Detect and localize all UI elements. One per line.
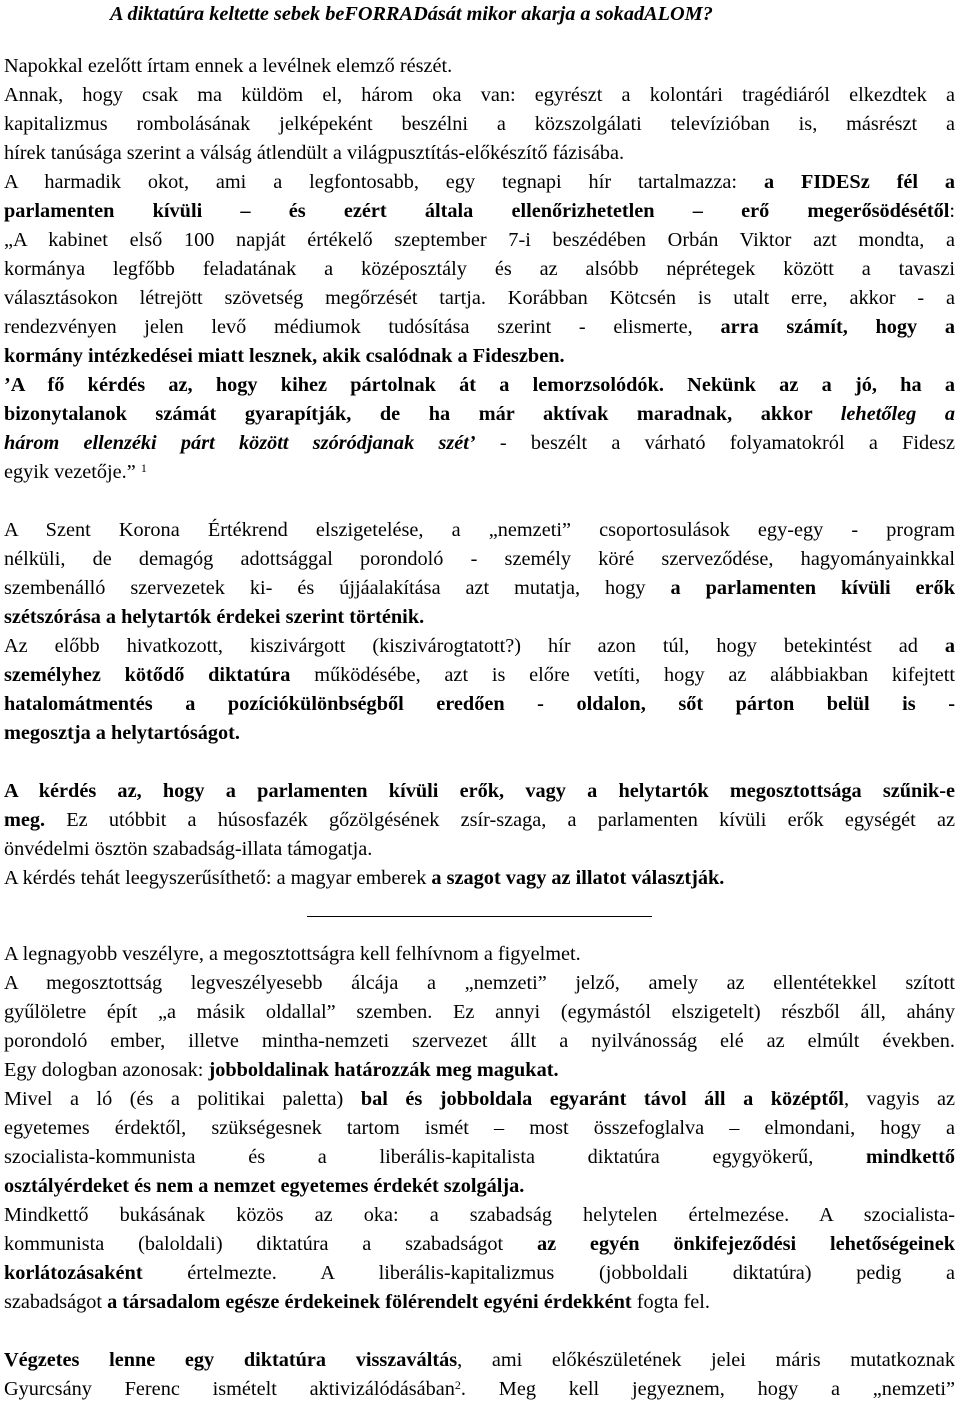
text-line [4, 429, 955, 458]
text-line [4, 864, 955, 893]
text-line: A Szent Korona Értékrend elszigetelése, a „nemzeti” csoportosulások egy-egy - program [4, 519, 955, 541]
paragraph-gap [4, 1317, 955, 1346]
bold-run: kormány intézkedései miatt lesznek, akik csalódnak a Fideszben. [4, 345, 565, 367]
text-run: , vagyis az [843, 1088, 955, 1110]
text-line [4, 1056, 955, 1085]
text-line [4, 603, 955, 632]
text-line [4, 458, 955, 487]
text-line: egyetemes érdektől, szükségesnek tartom ismét – most összefoglalva – elmondani, hogy a [4, 1117, 955, 1139]
text-line [4, 342, 955, 371]
text-run: szabadságot [4, 1291, 108, 1313]
text-line: hírek tanúsága szerint a válság átlendült a világpusztítás-előkészítő fázisába. [4, 142, 625, 164]
text-line [4, 371, 955, 400]
text-run: szembenálló szervezetek ki- és újjáalakítása azt mutatja, hogy [4, 577, 671, 599]
text-line: porondoló ember, illetve mintha-nemzeti szervezet állt a nyilvánosság elé az elmúlt években. [4, 1030, 955, 1052]
bold-run: Nekünk az a jó, ha a [663, 374, 955, 396]
text-run: , ami előkészületének jelei máris mutatkoznak [457, 1349, 955, 1371]
text-run: fogta fel. [631, 1291, 710, 1313]
bold-run: az egyén önkifejeződési lehetőségeinek [536, 1233, 955, 1255]
separator-rule [307, 916, 652, 917]
text-line: „A kabinet első 100 napját értékelő szeptember 7-i beszédében Orbán Viktor azt mondta, a [4, 229, 955, 251]
text-line [4, 661, 955, 690]
text-line: kapitalizmus rombolásának jelképeként beszélni a közszolgálati televízióban is, másrészt a [4, 113, 955, 135]
bold-run: parlamenten kívüli – és ezért általa ellenőrizhetetlen – erő megerősödésétől [4, 200, 950, 222]
footnote-ref[interactable]: 1 [140, 461, 147, 475]
bold-run: megosztja a helytartóságot. [4, 722, 240, 744]
text-line [4, 1143, 955, 1172]
text-line [4, 1230, 955, 1259]
document-body [4, 52, 955, 1404]
text-line: Annak, hogy csak ma küldöm el, három oka van: egyrészt a kolontári tragédiáról elkezdtek a [4, 84, 955, 106]
text-line [4, 1172, 955, 1201]
bold-run: meg. [4, 809, 46, 831]
bold-run: korlátozásaként [4, 1262, 143, 1284]
text-line [4, 1346, 955, 1375]
text-line [4, 197, 955, 226]
bold-run: osztályérdeket és nem a nemzet egyetemes érdekét szolgálja. [4, 1175, 525, 1197]
bold-run: A kérdés az, hogy a parlamenten kívüli erők, vagy a helytartók megosztottsága szűnik-e [4, 780, 955, 802]
bold-run: bizonytalanok számát gyarapítják, de ha már aktívak maradnak, akkor [4, 403, 841, 425]
bold-run: hatalomátmentés a pozíciókülönbségből eredően - oldalon, sőt párton belül is - [4, 693, 955, 715]
bold-run: a szagot vagy az illatot választják. [431, 867, 725, 889]
text-line [4, 313, 955, 342]
text-line: választásokon létrejött szövetség megőrzését tartja. Korábban Kötcsén is utalt erre, akkor - a [4, 287, 955, 309]
text-line [4, 690, 955, 719]
text-line: Napokkal ezelőtt írtam ennek a levélnek elemző részét. [4, 55, 453, 77]
text-line: Mindkettő bukásának közös az oka: a szabadság helytelen értelmezése. A szocialista- [4, 1204, 955, 1226]
text-line [4, 719, 955, 748]
text-run: Egy dologban azonosak: [4, 1059, 209, 1081]
bold-run: személyhez kötődő diktatúra [4, 664, 291, 686]
text-line [4, 806, 955, 835]
bold-run: Végzetes lenne egy diktatúra visszaváltás [4, 1349, 458, 1371]
bold-run: a [944, 635, 955, 657]
text-run: működésébe, azt is előre vetíti, hogy az alábbiakban kifejtett [290, 664, 955, 686]
text-line: nélküli, de demagóg adottsággal porondoló - személy köré szerveződése, hagyományainkkal [4, 548, 955, 570]
bold-run: ’A fő kérdés az, hogy kihez pártolnak át a lemorzsolódók. [4, 374, 664, 396]
paragraph-gap [4, 893, 955, 922]
text-run: szocialista-kommunista és a liberális-kapitalista diktatúra egygyökerű, [4, 1146, 866, 1168]
bold-run: a parlamenten kívüli erők [670, 577, 955, 599]
bold-italic-run: három ellenzéki párt között szóródjanak szét’ [4, 432, 476, 454]
footnote-ref[interactable]: 2 [454, 1378, 461, 1392]
bold-run: a társadalom egésze érdekeinek fölérendelt egyéni érdekként [107, 1291, 632, 1313]
text-line [4, 1085, 955, 1114]
text-run: Mivel a ló (és a politikai paletta) [4, 1088, 361, 1110]
text-line [4, 777, 955, 806]
text-line [4, 632, 955, 661]
text-run: egyik vezetője.” [4, 461, 141, 483]
text-line: A megosztottság legveszélyesebb álcája a „nemzeti” jelző, amely az ellentétekkel szított [4, 972, 955, 994]
paragraph-gap [4, 748, 955, 777]
text-line: gyűlöletre épít „a másik oldallal” szemben. Ez annyi (egymástól elszigetelt) részből áll, ahány [4, 1001, 955, 1023]
bold-run: jobboldalinak határozzák meg magukat. [208, 1059, 559, 1081]
text-line: kormánya legfőbb feladatának a középosztály és az alsóbb néprétegek között a tavaszi [4, 258, 955, 280]
text-run: A harmadik okot, ami a legfontosabb, egy tegnapi hír tartalmazza: [4, 171, 764, 193]
text-line [4, 1259, 955, 1288]
text-line [4, 400, 955, 429]
paragraph-gap [4, 923, 955, 940]
bold-run: bal és jobboldala egyaránt távol áll a középtől [360, 1088, 844, 1110]
text-run: A kérdés tehát leegyszerűsíthető: a magyar emberek [4, 867, 432, 889]
document-title: A diktatúra keltette sebek beFORRADását mikor akarja a sokadALOM? [110, 3, 713, 25]
bold-run: szétszórása a helytartók érdekei szerint történik. [4, 606, 425, 628]
bold-italic-run: lehetőleg a [840, 403, 955, 425]
text-run: : [949, 200, 955, 222]
text-run: kommunista (baloldali) diktatúra a szabadságot [4, 1233, 537, 1255]
text-run: . Meg kell jegyeznem, hogy a „nemzeti” [460, 1378, 956, 1400]
text-run: értelmezte. A liberális-kapitalizmus (jobboldali diktatúra) pedig a [142, 1262, 955, 1284]
bold-run: arra számít, hogy a [720, 316, 955, 338]
text-run: Gyurcsány Ferenc ismételt aktivizálódásában [4, 1378, 455, 1400]
paragraph-gap [4, 487, 955, 516]
bold-run: mindkettő [865, 1146, 955, 1168]
text-run: rendezvényen jelen levő médiumok tudósítása szerint - elismerte, [4, 316, 721, 338]
text-line: A legnagyobb veszélyre, a megosztottságra kell felhívnom a figyelmet. [4, 943, 581, 965]
text-run: - beszélt a várható folyamatokról a Fidesz [475, 432, 956, 454]
text-line [4, 168, 955, 197]
text-line [4, 574, 955, 603]
text-line [4, 1288, 955, 1317]
bold-run: a FIDESz fél a [763, 171, 956, 193]
text-run: Ez utóbbit a húsosfazék gőzölgésének zsír-szaga, a parlamenten kívüli erők egységét az [45, 809, 955, 831]
text-run: Az előbb hivatkozott, kiszivárgott (kiszivárogtatott?) hír azon túl, hogy betekintést ad [4, 635, 945, 657]
text-line: önvédelmi ösztön szabadság-illata támogatja. [4, 838, 373, 860]
text-line [4, 1375, 955, 1404]
